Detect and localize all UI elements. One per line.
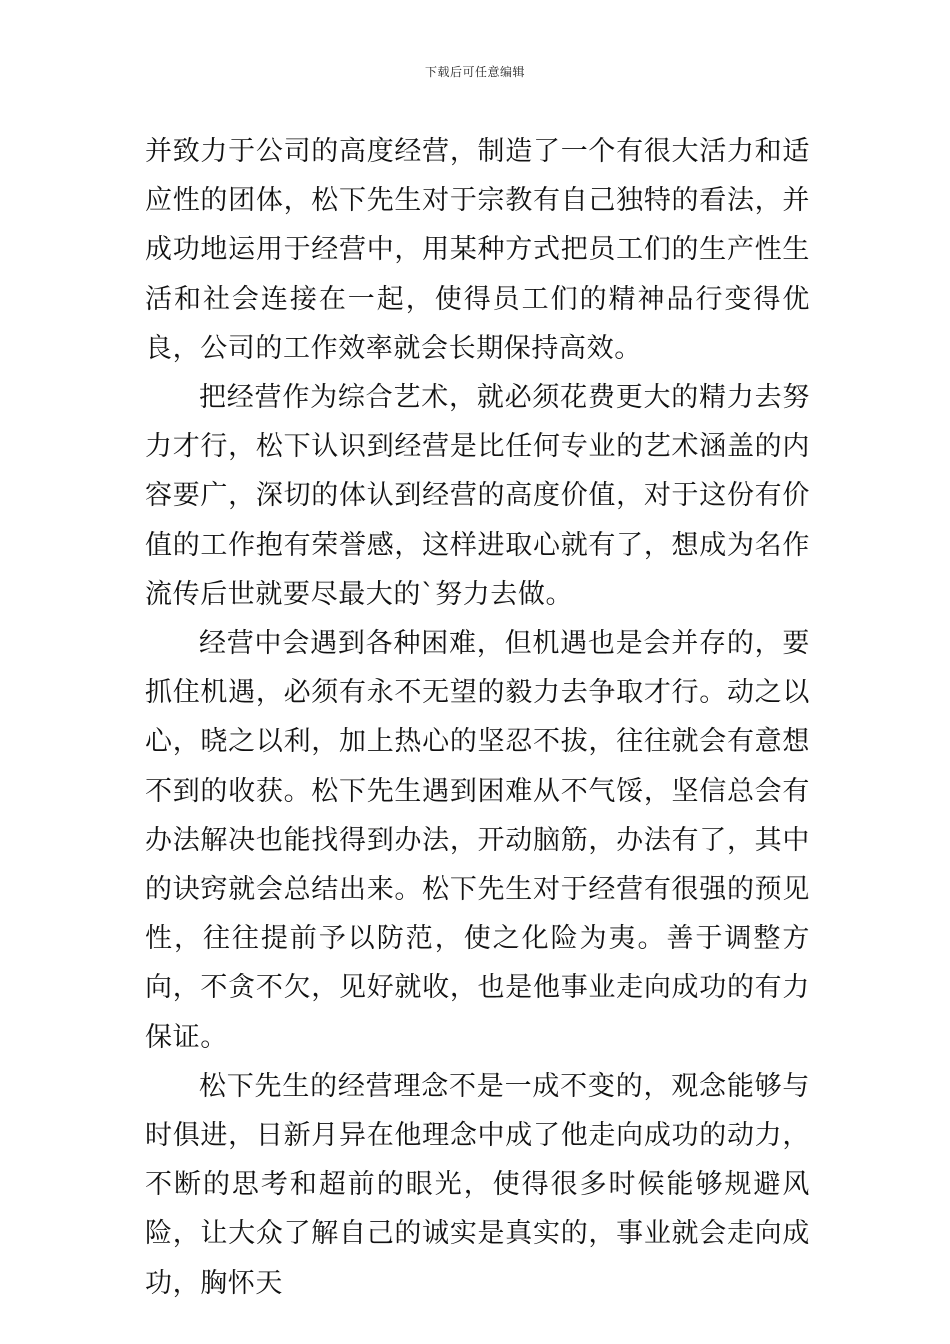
paragraph-1: 并致力于公司的高度经营，制造了一个有很大活力和适应性的团体，松下先生对于宗教有自己独特的看法，并成功地运用于经营中，用某种方式把员工们的生产性生活和社会连接在一起，使得员工们的精神品行变得优良，公司的工作效率就会长期保持高效。: [145, 136, 810, 364]
document-body: [145, 127, 810, 1308]
paragraph-3: 经营中会遇到各种困难，但机遇也是会并存的，要抓住机遇，必须有永不无望的毅力去争取才行。动之以心，晓之以利，加上热心的坚忍不拔，往往就会有意想不到的收获。松下先生遇到困难从不气馁，坚信总会有办法解决也能找得到办法，开动脑筋，办法有了，其中的诀窍就会总结出来。松下先生对于经营有很强的预见性，往往提前予以防范，使之化险为夷。善于调整方向，不贪不欠，见好就收，也是他事业走向成功的有力保证。: [145, 628, 810, 1053]
paragraph-2: 把经营作为综合艺术，就必须花费更大的精力去努力才行，松下认识到经营是比任何专业的艺术涵盖的内容要广，深切的体认到经营的高度价值，对于这份有价值的工作抱有荣誉感，这样进取心就有了，想成为名作流传后世就要尽最大的`努力去做。: [145, 382, 810, 610]
paragraph-4: 松下先生的经营理念不是一成不变的，观念能够与时俱进，日新月异在他理念中成了他走向成功的动力，不断的思考和超前的眼光，使得很多时候能够规避风险，让大众了解自己的诚实是真实的，事业就会走向成功，胸怀天: [145, 1070, 810, 1299]
page-header: 下载后可任意编辑: [424, 65, 525, 79]
